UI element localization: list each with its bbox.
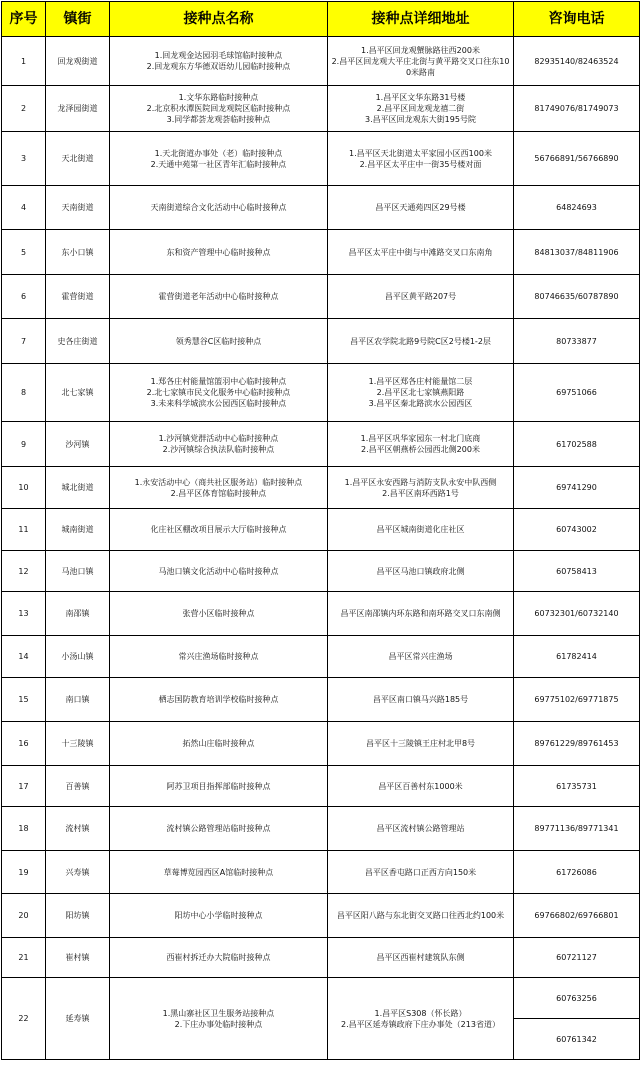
town-cell: 龙泽园街道	[46, 86, 110, 132]
site-name-cell	[110, 678, 328, 722]
phone-cell: 61726086	[514, 851, 640, 894]
site-name-cell	[110, 551, 328, 592]
site-name-lines	[112, 433, 325, 455]
table-row	[2, 592, 640, 636]
town-cell: 百善镇	[46, 766, 110, 807]
town-cell: 阳坊镇	[46, 894, 110, 938]
address-cell	[328, 275, 514, 319]
town-cell: 延寿镇	[46, 978, 110, 1060]
address-lines	[330, 952, 511, 963]
table-row	[2, 230, 640, 275]
seq-cell: 9	[2, 422, 46, 467]
town-cell: 城南街道	[46, 509, 110, 551]
town-cell: 天北街道	[46, 132, 110, 186]
town-cell: 兴寿镇	[46, 851, 110, 894]
town-cell: 霍营街道	[46, 275, 110, 319]
address-lines	[330, 524, 511, 535]
site-name-cell	[110, 364, 328, 422]
site-name-lines	[112, 477, 325, 499]
site-name-lines	[112, 148, 325, 170]
site-name-cell	[110, 851, 328, 894]
site-name-line: 2.北七家镇市民文化服务中心临时接种点	[146, 388, 291, 397]
site-name-cell	[110, 978, 328, 1060]
phone-cell: 89771136/89771341	[514, 807, 640, 851]
address-cell	[328, 636, 514, 678]
site-name-cell	[110, 230, 328, 275]
address-lines	[330, 738, 511, 749]
phone-cell: 61782414	[514, 636, 640, 678]
table-row	[2, 186, 640, 230]
site-name-line: 东和资产管理中心临时接种点	[166, 247, 271, 257]
site-name-line: 1.天北街道办事处（老）临时接种点	[154, 148, 283, 158]
seq-cell: 12	[2, 551, 46, 592]
site-name-lines	[112, 336, 325, 347]
site-name-lines	[112, 952, 325, 963]
address-cell	[328, 851, 514, 894]
site-name-lines	[112, 524, 325, 535]
address-cell	[328, 592, 514, 636]
site-name-cell	[110, 722, 328, 766]
table-row	[2, 722, 640, 766]
address-line: 2.昌平区回龙观龙禧二街	[376, 104, 465, 113]
phone-cell: 60758413	[514, 551, 640, 592]
address-line: 2.昌平区太平庄中一街35号楼对面	[359, 159, 482, 169]
seq-cell: 5	[2, 230, 46, 275]
phone-cell: 60761342	[514, 1019, 640, 1060]
seq-cell: 1	[2, 37, 46, 86]
site-name-line: 栖志国防教育培训学校临时接种点	[158, 695, 279, 704]
site-name-line: 3.同学都荟龙观荟临时接种点	[166, 115, 271, 124]
phone-cell: 61702588	[514, 422, 640, 467]
town-cell: 南邵镇	[46, 592, 110, 636]
phone-cell: 60732301/60732140	[514, 592, 640, 636]
seq-cell: 17	[2, 766, 46, 807]
seq-cell: 3	[2, 132, 46, 186]
address-cell	[328, 551, 514, 592]
address-line: 昌平区黄平路207号	[384, 292, 457, 301]
table-row	[2, 551, 640, 592]
seq-cell: 22	[2, 978, 46, 1060]
phone-cell: 69775102/69771875	[514, 678, 640, 722]
site-name-line: 西崔村拆迁办大院临时接种点	[166, 953, 271, 962]
table-row	[2, 467, 640, 509]
phone-cell: 69751066	[514, 364, 640, 422]
address-line: 2.昌平区回龙观大平庄北街与黄平路交叉口往东100米路南	[331, 56, 510, 77]
address-lines	[330, 1008, 511, 1030]
address-line: 昌平区西崔村建筑队东侧	[376, 953, 465, 962]
address-line: 昌平区流村镇公路管理站	[376, 824, 465, 833]
site-name-line: 草莓博览园西区A馆临时接种点	[163, 867, 274, 877]
site-name-lines	[112, 910, 325, 921]
site-name-line: 2.北京积水潭医院回龙观院区临时接种点	[146, 104, 291, 113]
town-cell: 崔村镇	[46, 938, 110, 978]
table-header-row	[2, 2, 640, 37]
site-name-line: 拓然山庄临时接种点	[182, 739, 255, 748]
phone-cell: 60743002	[514, 509, 640, 551]
header-site-name: 接种点名称	[110, 2, 328, 37]
site-name-line: 1.沙河镇党群活动中心临时接种点	[158, 434, 279, 443]
phone-cell: 56766891/56766890	[514, 132, 640, 186]
address-line: 2.昌平区朝燕桥公园西北侧200米	[361, 445, 480, 454]
site-name-lines	[112, 738, 325, 749]
site-name-lines	[112, 202, 325, 213]
seq-cell: 20	[2, 894, 46, 938]
site-name-line: 常兴庄渔场临时接种点	[178, 652, 259, 661]
address-line: 1.昌平区巩华家园东一村北门底商	[360, 434, 481, 443]
site-name-lines	[112, 823, 325, 834]
address-line: 1.昌平区S308（怀长路）	[374, 1008, 467, 1018]
address-line: 昌平区十三陵镇王庄村北甲8号	[365, 739, 476, 748]
site-name-line: 1.文华东路临时接种点	[178, 93, 259, 102]
site-name-lines	[112, 781, 325, 792]
site-name-cell	[110, 807, 328, 851]
table-row	[2, 509, 640, 551]
site-name-cell	[110, 275, 328, 319]
address-cell	[328, 132, 514, 186]
town-cell: 史各庄街道	[46, 319, 110, 364]
table-row	[2, 422, 640, 467]
site-name-lines	[112, 247, 325, 258]
phone-cell: 64824693	[514, 186, 640, 230]
address-cell	[328, 467, 514, 509]
phone-cell: 69741290	[514, 467, 640, 509]
site-name-cell	[110, 938, 328, 978]
site-name-line: 1.回龙观金达园羽毛球馆临时接种点	[154, 51, 283, 60]
site-name-line: 2.回龙观东方华德双语幼儿园临时接种点	[146, 62, 291, 71]
header-seq: 序号	[2, 2, 46, 37]
phone-cell: 82935140/82463524	[514, 37, 640, 86]
address-lines	[330, 608, 511, 619]
address-line: 昌平区南口镇马兴路185号	[372, 695, 469, 704]
phone-cell: 80746635/60787890	[514, 275, 640, 319]
site-name-lines	[112, 608, 325, 619]
site-name-lines	[112, 376, 325, 409]
site-name-cell	[110, 894, 328, 938]
seq-cell: 14	[2, 636, 46, 678]
site-name-cell	[110, 37, 328, 86]
address-line: 昌平区香屯路口正西方向150米	[364, 867, 477, 877]
site-name-lines	[112, 1008, 325, 1030]
address-line: 昌平区天通苑四区29号楼	[375, 203, 466, 212]
address-cell	[328, 938, 514, 978]
address-line: 昌平区常兴庄渔场	[388, 652, 453, 661]
site-name-cell	[110, 186, 328, 230]
table-body	[2, 37, 640, 1060]
town-cell: 回龙观街道	[46, 37, 110, 86]
vaccination-site-table	[1, 1, 640, 1060]
town-cell: 沙河镇	[46, 422, 110, 467]
address-lines	[330, 336, 511, 347]
seq-cell: 19	[2, 851, 46, 894]
address-cell	[328, 37, 514, 86]
phone-cell: 61735731	[514, 766, 640, 807]
site-name-line: 1.郑各庄村能量馆篮羽中心临时接种点	[150, 377, 287, 386]
site-name-lines	[112, 651, 325, 662]
seq-cell: 15	[2, 678, 46, 722]
address-cell	[328, 319, 514, 364]
address-line: 2.昌平区南环西路1号	[382, 488, 459, 498]
address-lines	[330, 566, 511, 577]
address-lines	[330, 910, 511, 921]
address-lines	[330, 781, 511, 792]
site-name-line: 2.沙河镇综合执法队临时接种点	[162, 445, 275, 454]
table-row	[2, 807, 640, 851]
table-row	[2, 678, 640, 722]
address-line: 2.昌平区延寿镇政府下庄办事处（213省道）	[341, 1019, 500, 1029]
address-line: 昌平区农学院北路9号院C区2号楼1-2层	[350, 336, 491, 346]
site-name-line: 化庄社区棚改项目展示大厅临时接种点	[150, 525, 287, 534]
site-name-lines	[112, 50, 325, 72]
town-cell: 十三陵镇	[46, 722, 110, 766]
town-cell: 南口镇	[46, 678, 110, 722]
address-cell	[328, 766, 514, 807]
address-line: 1.昌平区郑各庄村能量馆二层	[368, 377, 473, 386]
site-name-line: 流村镇公路管理站临时接种点	[166, 824, 271, 833]
site-name-line: 马池口镇文化活动中心临时接种点	[158, 566, 279, 576]
seq-cell: 11	[2, 509, 46, 551]
address-cell	[328, 509, 514, 551]
table-row	[2, 636, 640, 678]
site-name-line: 1.黑山寨社区卫生服务站接种点	[162, 1008, 275, 1018]
address-cell	[328, 678, 514, 722]
seq-cell: 7	[2, 319, 46, 364]
site-name-line: 1.永安活动中心（商共社区服务站）临时接种点	[134, 477, 303, 487]
header-address: 接种点详细地址	[328, 2, 514, 37]
address-cell	[328, 807, 514, 851]
site-name-cell	[110, 86, 328, 132]
table-row	[2, 319, 640, 364]
address-line: 昌平区马池口镇政府北侧	[376, 566, 465, 576]
site-name-line: 领秀慧谷C区临时接种点	[175, 336, 262, 346]
table-row	[2, 86, 640, 132]
site-name-line: 2.天通中苑第一社区青年汇临时接种点	[150, 159, 287, 169]
address-line: 1.昌平区文华东路31号楼	[375, 93, 466, 102]
site-name-line: 阿苏卫项目指挥部临时接种点	[166, 781, 271, 791]
site-name-lines	[112, 566, 325, 577]
site-name-lines	[112, 92, 325, 125]
address-line: 昌平区太平庄中街与中滩路交叉口东南角	[348, 247, 493, 257]
site-name-cell	[110, 636, 328, 678]
site-name-cell	[110, 766, 328, 807]
table-row	[2, 894, 640, 938]
town-cell: 城北街道	[46, 467, 110, 509]
seq-cell: 18	[2, 807, 46, 851]
town-cell: 小汤山镇	[46, 636, 110, 678]
table-row	[2, 275, 640, 319]
table-row	[2, 132, 640, 186]
seq-cell: 4	[2, 186, 46, 230]
address-line: 昌平区城南街道化庄社区	[376, 525, 465, 534]
address-lines	[330, 92, 511, 125]
address-line: 昌平区南邵镇内环东路和南环路交叉口东南侧	[340, 609, 501, 618]
address-lines	[330, 148, 511, 170]
address-line: 昌平区百善村东1000米	[378, 781, 463, 791]
table-row	[2, 364, 640, 422]
site-name-line: 2.昌平区体育馆临时接种点	[170, 488, 267, 498]
address-cell	[328, 230, 514, 275]
site-name-line: 霍营街道老年活动中心临时接种点	[158, 292, 279, 301]
address-line: 1.昌平区永安西路与消防支队永安中队西侧	[344, 477, 497, 487]
phone-cell: 80733877	[514, 319, 640, 364]
table-row	[2, 938, 640, 978]
address-lines	[330, 247, 511, 258]
address-lines	[330, 433, 511, 455]
header-town: 镇街	[46, 2, 110, 37]
seq-cell: 16	[2, 722, 46, 766]
address-lines	[330, 376, 511, 409]
seq-cell: 21	[2, 938, 46, 978]
address-cell	[328, 364, 514, 422]
seq-cell: 10	[2, 467, 46, 509]
address-cell	[328, 894, 514, 938]
seq-cell: 2	[2, 86, 46, 132]
site-name-cell	[110, 467, 328, 509]
address-line: 2.昌平区北七家镇燕阳路	[376, 388, 465, 397]
town-cell: 马池口镇	[46, 551, 110, 592]
address-lines	[330, 202, 511, 213]
site-name-cell	[110, 422, 328, 467]
phone-cell: 84813037/84811906	[514, 230, 640, 275]
address-cell	[328, 186, 514, 230]
address-lines	[330, 291, 511, 302]
address-lines	[330, 651, 511, 662]
address-line: 3.昌平区回龙观东大街195号院	[365, 115, 476, 124]
address-lines	[330, 45, 511, 78]
seq-cell: 6	[2, 275, 46, 319]
site-name-lines	[112, 694, 325, 705]
site-name-cell	[110, 592, 328, 636]
phone-cell: 60721127	[514, 938, 640, 978]
address-cell	[328, 978, 514, 1060]
address-line: 1.昌平区回龙观蟹脉路往西200米	[361, 45, 480, 55]
address-cell	[328, 722, 514, 766]
address-lines	[330, 867, 511, 878]
site-name-cell	[110, 132, 328, 186]
table-row	[2, 851, 640, 894]
address-lines	[330, 694, 511, 705]
table-row	[2, 766, 640, 807]
town-cell: 北七家镇	[46, 364, 110, 422]
site-name-line: 2.下庄办事处临时接种点	[174, 1019, 263, 1029]
phone-cell: 81749076/81749073	[514, 86, 640, 132]
seq-cell: 13	[2, 592, 46, 636]
phone-cell: 60763256	[514, 978, 640, 1019]
phone-cell: 69766802/69766801	[514, 894, 640, 938]
address-cell	[328, 422, 514, 467]
site-name-line: 3.未来科学城滨水公园西区临时接种点	[150, 399, 287, 408]
site-name-lines	[112, 291, 325, 302]
site-name-cell	[110, 319, 328, 364]
site-name-lines	[112, 867, 325, 878]
site-name-line: 张营小区临时接种点	[182, 609, 255, 618]
header-phone: 咨询电话	[514, 2, 640, 37]
address-lines	[330, 477, 511, 499]
site-name-line: 天南街道综合文化活动中心临时接种点	[150, 203, 287, 212]
address-line: 昌平区阳八路与东北街交叉路口往西北约100米	[336, 911, 505, 920]
table-row	[2, 37, 640, 86]
site-name-line: 阳坊中心小学临时接种点	[174, 911, 263, 920]
town-cell: 东小口镇	[46, 230, 110, 275]
site-name-cell	[110, 509, 328, 551]
address-line: 1.昌平区天北街道太平家园小区西100米	[349, 148, 492, 158]
town-cell: 流村镇	[46, 807, 110, 851]
phone-cell: 89761229/89761453	[514, 722, 640, 766]
town-cell: 天南街道	[46, 186, 110, 230]
address-lines	[330, 823, 511, 834]
address-cell	[328, 86, 514, 132]
table-row	[2, 978, 640, 1019]
seq-cell: 8	[2, 364, 46, 422]
address-line: 3.昌平区秦北路滨水公园西区	[368, 399, 473, 408]
